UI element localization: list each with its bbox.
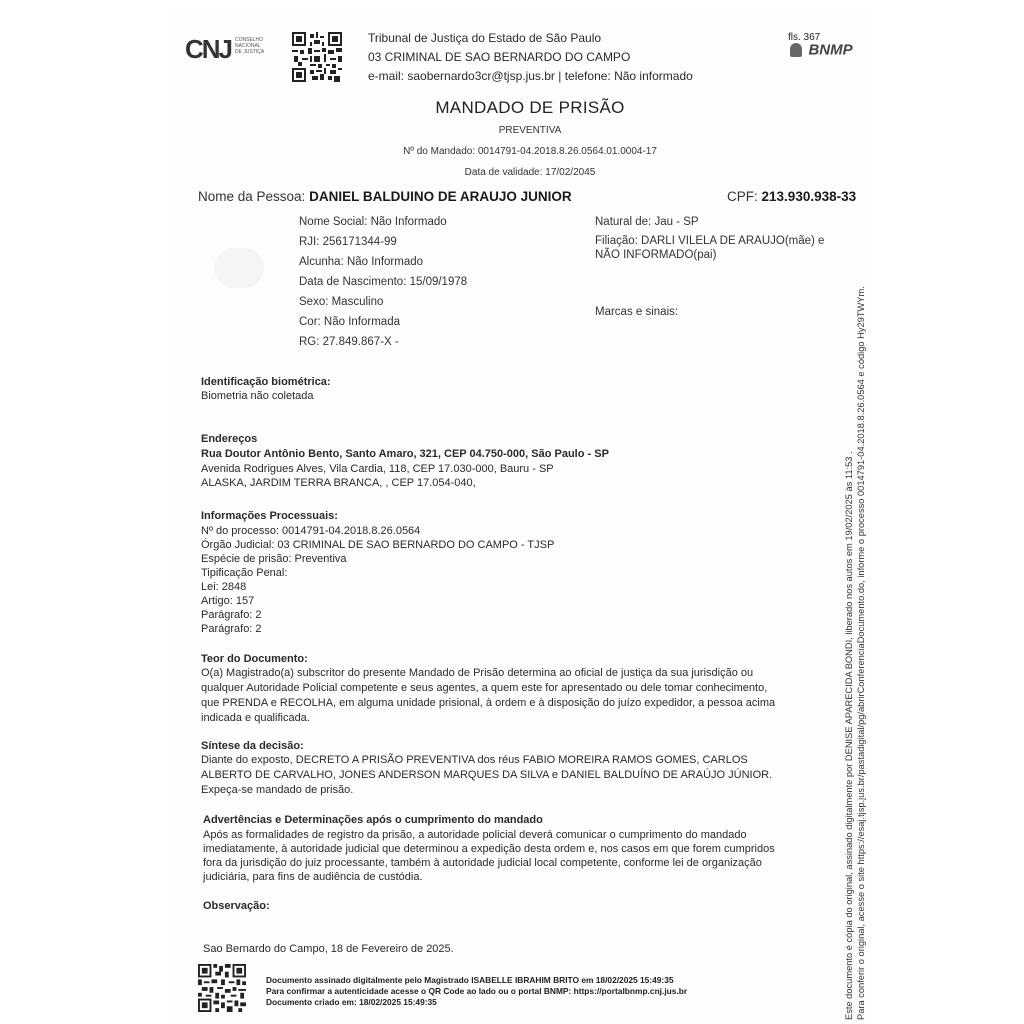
process-line: Parágrafo: 2 [201, 609, 262, 621]
validity-date: Data de validade: 17/02/2045 [464, 167, 596, 178]
document-page [170, 8, 870, 1024]
chamber-name: 03 CRIMINAL DE SAO BERNARDO DO CAMPO [368, 50, 631, 64]
cnj-logo-subtitle: CONSELHO NACIONAL DE JUSTIÇA [235, 37, 265, 55]
alias-field: Alcunha: Não Informado [299, 256, 424, 268]
filiation-field-line2: NÃO INFORMADO(pai) [595, 249, 717, 261]
side-note-line1: Este documento é cópia do original, assinado digitalmente por DENISE APARECIDA BONDI, liberado nos autos em 19/02/2025 às 11:53 . [844, 451, 854, 1020]
decision-heading: Síntese da decisão: [201, 740, 304, 752]
side-note-line2: Para conferir o original, acesse o site https://esaj.tjsp.jus.br/pastadigital/pg/abrirConferenciaDocumento.do, informe o processo 0014791-04.2018.8.26.0564 e código Hy29TWYm. [856, 286, 866, 1020]
process-line: Espécie de prisão: Preventiva [201, 553, 347, 565]
process-line: Órgão Judicial: 03 CRIMINAL DE SAO BERNARDO DO CAMPO - TJSP [201, 539, 555, 551]
social-name-field: Nome Social: Não Informado [299, 216, 447, 228]
signature-line: Documento assinado digitalmente pelo Magistrado ISABELLE IBRAHIM BRITO em 18/02/2025 15:49:35 [266, 975, 674, 985]
cpf-row [727, 189, 856, 204]
process-line: Artigo: 157 [201, 595, 255, 607]
warnings-line: imediatamente, à autoridade judicial que determinou a expedição desta ordem e, nos casos em que forem cumpridos [203, 843, 775, 855]
document-subtitle: PREVENTIVA [498, 125, 562, 136]
teor-line: O(a) Magistrado(a) subscritor do presente Mandado de Prisão determina ao oficial de justiça da sua jurisdição ou [201, 667, 754, 679]
cnj-logo [185, 34, 265, 65]
decision-line: Diante do exposto, DECRETO A PRISÃO PREVENTIVA dos réus FABIO MOREIRA RAMOS GOMES, CARLOS [201, 754, 748, 766]
warnings-line: fora da jurisdição do juiz processante, também à autoridade judicial local competente, conforme lei de organização [203, 857, 762, 869]
address-line: ALASKA, JARDIM TERRA BRANCA, , CEP 17.054-040, [201, 477, 476, 489]
bnmp-person-icon [790, 43, 802, 57]
court-name: Tribunal de Justiça do Estado de São Paulo [368, 31, 602, 45]
decision-line: ALBERTO DE CARVALHO, JONES ANDERSON MARQUES DA SILVA e DANIEL BALDUÍNO DE ARAÚJO JÚNIOR. [201, 769, 773, 781]
marks-field: Marcas e sinais: [595, 306, 679, 318]
document-title: MANDADO DE PRISÃO [435, 98, 625, 117]
teor-line: que PRENDA e RECOLHA, em alguma unidade prisional, à ordem e à disposição do juízo expedidor, a pessoa acima [201, 697, 776, 709]
teor-heading: Teor do Documento: [201, 653, 308, 665]
process-line: Parágrafo: 2 [201, 623, 262, 635]
cpf-label: CPF: [727, 189, 758, 204]
process-line: Nº do processo: 0014791-04.2018.8.26.0564 [201, 525, 421, 537]
warnings-line: Após as formalidades de registro da prisão, a autoridade policial deverá comunicar o cumprimento do mandado [203, 829, 747, 841]
teor-line: indicada e qualificada. [201, 712, 310, 724]
color-field: Cor: Não Informada [299, 316, 400, 328]
authenticity-line: Para confirmar a autenticidade acesse o QR Code ao lado ou o portal BNMP: https://portalbnmp.cnj.jus.br [266, 986, 688, 996]
page-number: fls. 367 [788, 32, 821, 43]
biometric-heading: Identificação biométrica: [201, 376, 331, 388]
rji-field: RJI: 256171344-99 [299, 236, 397, 248]
rg-field: RG: 27.849.867-X - [299, 336, 399, 348]
warnings-line: judiciária, para fins de audiência de custódia. [203, 871, 423, 883]
cpf-value: 213.930.938-33 [761, 189, 857, 204]
address-line: Avenida Rodrigues Alves, Vila Cardia, 118, CEP 17.030-000, Bauru - SP [201, 463, 554, 475]
person-name-row [198, 189, 572, 204]
mandado-number: Nº do Mandado: 0014791-04.2018.8.26.0564.01.0004-17 [403, 146, 657, 157]
process-heading: Informações Processuais: [201, 510, 338, 522]
observation-heading: Observação: [203, 900, 270, 912]
header-qr-code [292, 32, 342, 82]
decision-line: Expeça-se mandado de prisão. [201, 784, 354, 796]
warnings-heading: Advertências e Determinações após o cumprimento do mandado [203, 814, 543, 826]
person-name: DANIEL BALDUINO DE ARAUJO JUNIOR [309, 189, 572, 204]
created-line: Documento criado em: 18/02/2025 15:49:35 [266, 997, 437, 1007]
natural-field: Natural de: Jau - SP [595, 216, 699, 228]
addresses-heading: Endereços [201, 433, 258, 445]
filiation-field-line1: Filiação: DARLI VILELA DE ARAUJO(mãe) e [595, 235, 825, 247]
process-line: Lei: 2848 [201, 581, 247, 593]
footer-qr-code [198, 964, 246, 1012]
process-line: Tipificação Penal: [201, 567, 288, 579]
cnj-logo-mark: CNJ [185, 34, 232, 64]
biometric-text: Biometria não coletada [201, 390, 314, 402]
contact-info: e-mail: saobernardo3cr@tjsp.jus.br | telefone: Não informado [368, 69, 693, 83]
place-date: Sao Bernardo do Campo, 18 de Fevereiro de 2025. [203, 943, 454, 955]
sex-field: Sexo: Masculino [299, 296, 384, 308]
person-photo-placeholder [214, 248, 264, 288]
address-line: Rua Doutor Antônio Bento, Santo Amaro, 321, CEP 04.750-000, São Paulo - SP [201, 448, 609, 460]
person-name-label: Nome da Pessoa: [198, 189, 306, 204]
bnmp-logo: BNMP [790, 41, 853, 59]
birth-date-field: Data de Nascimento: 15/09/1978 [299, 276, 468, 288]
teor-line: qualquer Autoridade Policial competente e seus agentes, a quem este for apresentado ou dele tomar conhecimento, [201, 682, 768, 694]
